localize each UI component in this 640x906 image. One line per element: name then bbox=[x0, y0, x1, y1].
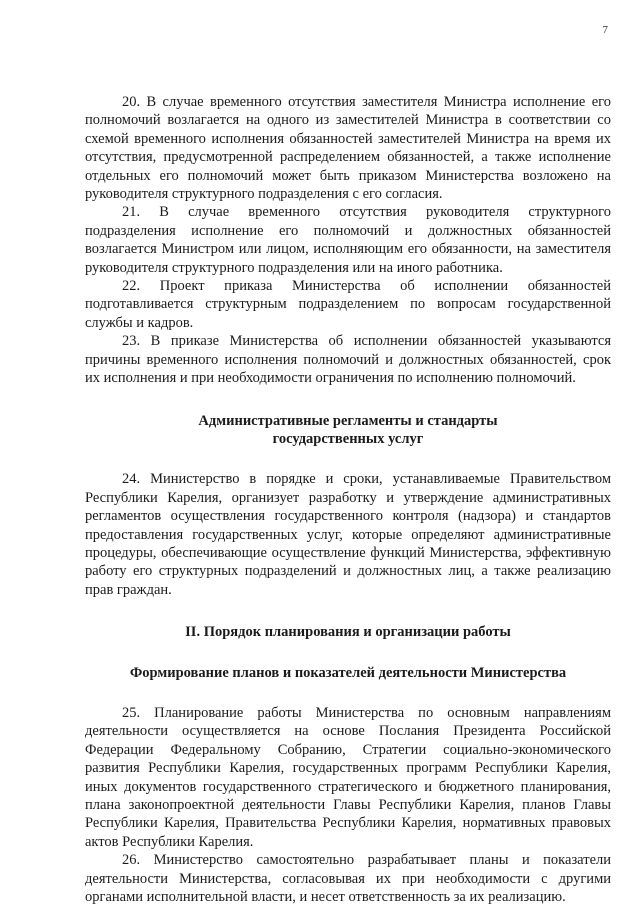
heading-line: Формирование планов и показателей деятельности Министерства bbox=[129, 664, 567, 681]
paragraph-20: 20. В случае временного отсутствия заместителя Министра исполнение его полномочий возлагается на одного из заместителей Министра в соответствии со схемой временного исполнения обязанностей заместителей Министра на время их отсутствия, предусмотренной распределением обязанностей, а также исполнение отдельных его полномочий может быть приказом Министерства возложено на руководителя структурного подразделения с его согласия. bbox=[85, 94, 611, 203]
paragraph-22: 22. Проект приказа Министерства об исполнении обязанностей подготавливается структурным подразделением по вопросам государственной службы и кадров. bbox=[85, 278, 611, 331]
paragraph-24: 24. Министерство в порядке и сроки, устанавливаемые Правительством Республики Карелия, организует разработку и утверждение административных регламентов осуществления государственного контроля (надзора) и стандартов предоставления государственных услуг, которые определяют административные процедуры, обеспечивающие осуществление функций Министерства, эффективную работу его структурных подразделений и должностных лиц, а также реализацию прав граждан. bbox=[85, 471, 611, 598]
page-number: 7 bbox=[602, 24, 608, 36]
document-body bbox=[85, 93, 611, 906]
section-heading-regulations bbox=[85, 412, 611, 449]
heading-line: Административные регламенты и стандарты bbox=[198, 412, 498, 429]
paragraph-25: 25. Планирование работы Министерства по основным направлениям деятельности осуществляется на основе Послания Президента Российской Федерации Федеральному Собранию, Стратегии социально-экономического развития Республики Карелия, государственных программ Республики Карелия, иных документов государственного стратегического и бюджетного планирования, плана законопроектной деятельности Главы Республики Карелия, планов Главы Республики Карелия, Правительства Республики Карелия, нормативных правовых актов Республики Карелия. bbox=[85, 704, 611, 850]
chapter-heading-planning bbox=[85, 623, 611, 641]
section-heading-plans bbox=[85, 664, 611, 682]
paragraph-26: 26. Министерство самостоятельно разрабатывает планы и показатели деятельности Министерства, согласовывая их при необходимости с другими органами исполнительной власти, и несет ответственность за их реализацию. bbox=[85, 852, 611, 906]
heading-line: государственных услуг bbox=[272, 430, 424, 447]
paragraph-23: 23. В приказе Министерства об исполнении обязанностей указываются причины временного исполнения полномочий и должностных обязанностей, срок их исполнения и при необходимости ограничения по исполнению полномочий. bbox=[85, 333, 611, 387]
paragraph-21: 21. В случае временного отсутствия руководителя структурного подразделения исполнение его полномочий и должностных обязанностей возлагается Министром или лицом, исполняющим его обязанности, на заместителя руководителя структурного подразделения или на иного работника. bbox=[85, 204, 611, 276]
heading-line: II. Порядок планирования и организации работы bbox=[185, 624, 511, 641]
